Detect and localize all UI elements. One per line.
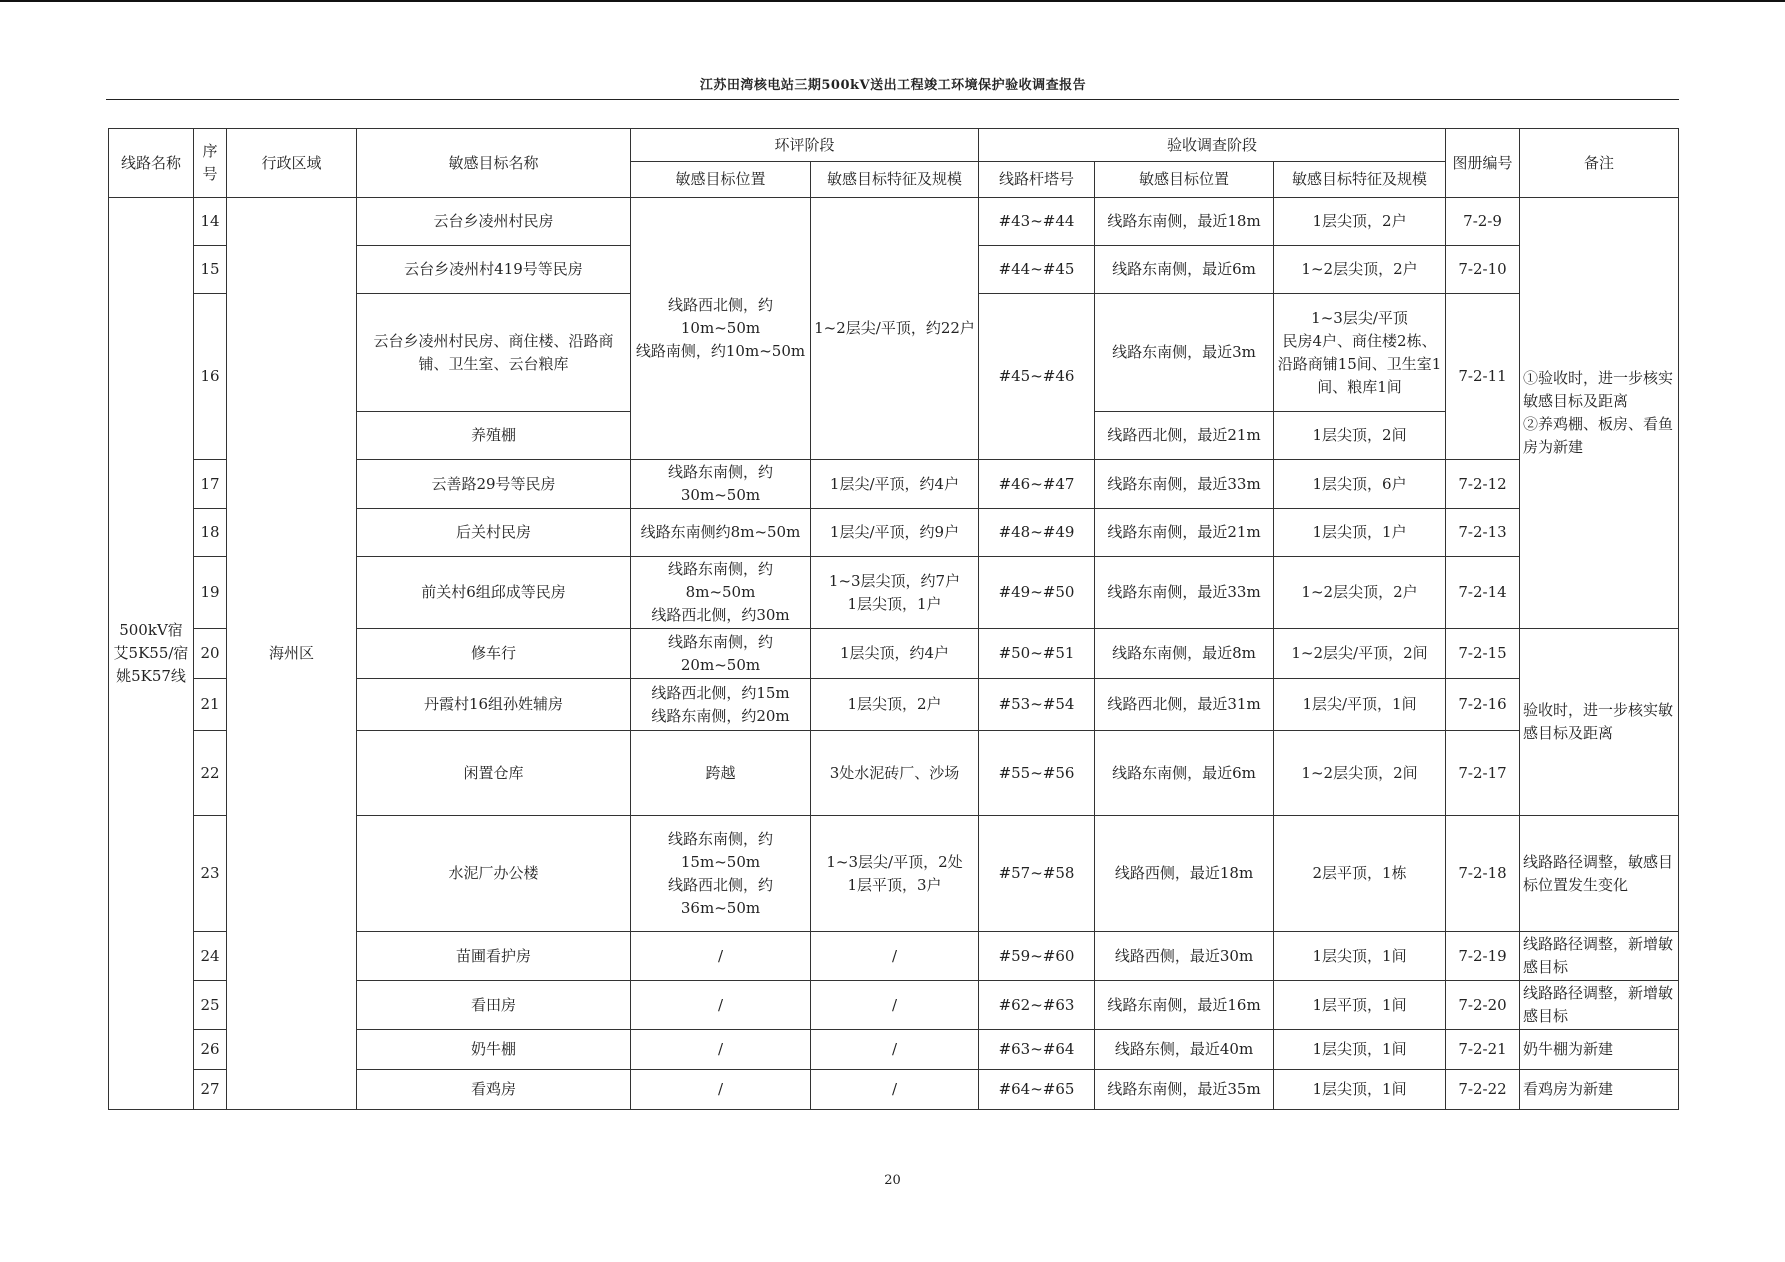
acc-position-cell: 线路东南侧，最近16m — [1095, 981, 1274, 1030]
figure-cell: 7-2-22 — [1446, 1070, 1520, 1110]
seq-cell: 26 — [194, 1030, 227, 1070]
eia-position-cell: 跨越 — [631, 731, 811, 816]
eia-position-cell: 线路东南侧，约20m~50m — [631, 629, 811, 679]
seq-cell: 25 — [194, 981, 227, 1030]
tower-cell: #55~#56 — [979, 731, 1095, 816]
figure-cell: 7-2-9 — [1446, 198, 1520, 246]
target-name-cell: 水泥厂办公楼 — [357, 816, 631, 932]
acc-position-cell: 线路东南侧，最近3m — [1095, 294, 1274, 412]
top-border — [0, 0, 1785, 2]
seq-cell: 22 — [194, 731, 227, 816]
remark-cell: 线路路径调整，敏感目标位置发生变化 — [1520, 816, 1679, 932]
seq-cell: 14 — [194, 198, 227, 246]
eia-position-cell: 线路东南侧，约30m~50m — [631, 460, 811, 509]
acc-feature-cell: 1层尖顶，1户 — [1274, 509, 1446, 557]
tower-cell: #46~#47 — [979, 460, 1095, 509]
tower-cell: #44~#45 — [979, 246, 1095, 294]
figure-cell: 7-2-17 — [1446, 731, 1520, 816]
acc-position-cell: 线路东南侧，最近33m — [1095, 460, 1274, 509]
figure-cell: 7-2-21 — [1446, 1030, 1520, 1070]
tower-cell: #48~#49 — [979, 509, 1095, 557]
acc-feature-cell: 1~2层尖顶，2户 — [1274, 557, 1446, 629]
header-tower-no: 线路杆塔号 — [979, 162, 1095, 198]
acc-feature-cell: 1层尖顶，1间 — [1274, 1070, 1446, 1110]
tower-cell: #63~#64 — [979, 1030, 1095, 1070]
figure-cell: 7-2-18 — [1446, 816, 1520, 932]
acc-position-cell: 线路东南侧，最近21m — [1095, 509, 1274, 557]
acc-position-cell: 线路东南侧，最近8m — [1095, 629, 1274, 679]
figure-cell: 7-2-20 — [1446, 981, 1520, 1030]
acc-feature-cell: 1层尖/平顶，1间 — [1274, 679, 1446, 731]
acc-position-cell: 线路西北侧，最近31m — [1095, 679, 1274, 731]
acc-position-cell: 线路东南侧，最近6m — [1095, 246, 1274, 294]
header-rule — [106, 99, 1679, 100]
remark-cell: 验收时，进一步核实敏感目标及距离 — [1520, 629, 1679, 816]
eia-position-cell: 线路西北侧，约10m~50m 线路南侧，约10m~50m — [631, 198, 811, 460]
tower-cell: #45~#46 — [979, 294, 1095, 460]
eia-feature-cell: 1~3层尖/平顶，2处 1层平顶，3户 — [811, 816, 979, 932]
page-header: 江苏田湾核电站三期500kV送出工程竣工环境保护验收调查报告 — [699, 78, 1087, 93]
eia-position-cell: / — [631, 1030, 811, 1070]
acc-position-cell: 线路东南侧，最近18m — [1095, 198, 1274, 246]
seq-cell: 20 — [194, 629, 227, 679]
acc-position-cell: 线路东南侧，最近6m — [1095, 731, 1274, 816]
target-name-cell: 丹霞村16组孙姓辅房 — [357, 679, 631, 731]
remark-cell: 线路路径调整，新增敏感目标 — [1520, 932, 1679, 981]
header-eia-feature: 敏感目标特征及规模 — [811, 162, 979, 198]
table-row — [109, 198, 1679, 246]
target-name-cell: 养殖棚 — [357, 412, 631, 460]
tower-cell: #43~#44 — [979, 198, 1095, 246]
acc-feature-cell: 1~2层尖/平顶，2间 — [1274, 629, 1446, 679]
seq-cell: 19 — [194, 557, 227, 629]
seq-cell: 16 — [194, 294, 227, 460]
seq-cell: 18 — [194, 509, 227, 557]
tower-cell: #49~#50 — [979, 557, 1095, 629]
figure-cell: 7-2-15 — [1446, 629, 1520, 679]
eia-position-cell: 线路西北侧，约15m 线路东南侧，约20m — [631, 679, 811, 731]
remark-cell: 线路路径调整，新增敏感目标 — [1520, 981, 1679, 1030]
target-name-cell: 前关村6组邱成等民房 — [357, 557, 631, 629]
tower-cell: #59~#60 — [979, 932, 1095, 981]
acc-feature-cell: 1层平顶，1间 — [1274, 981, 1446, 1030]
eia-feature-cell: 3处水泥砖厂、沙场 — [811, 731, 979, 816]
remark-cell: 看鸡房为新建 — [1520, 1070, 1679, 1110]
acc-feature-cell: 2层平顶，1栋 — [1274, 816, 1446, 932]
eia-position-cell: / — [631, 932, 811, 981]
line-name-cell: 500kV宿艾5K55/宿姚5K57线 — [109, 198, 194, 1110]
header-acc-position: 敏感目标位置 — [1095, 162, 1274, 198]
remark-cell: 奶牛棚为新建 — [1520, 1030, 1679, 1070]
figure-cell: 7-2-10 — [1446, 246, 1520, 294]
eia-position-cell: / — [631, 981, 811, 1030]
target-name-cell: 奶牛棚 — [357, 1030, 631, 1070]
figure-cell: 7-2-11 — [1446, 294, 1520, 460]
header-seq: 序号 — [194, 129, 227, 198]
target-name-cell: 云台乡凌州村419号等民房 — [357, 246, 631, 294]
acc-position-cell: 线路西侧，最近18m — [1095, 816, 1274, 932]
target-name-cell: 看鸡房 — [357, 1070, 631, 1110]
eia-feature-cell: 1层尖/平顶，约9户 — [811, 509, 979, 557]
header-target-name: 敏感目标名称 — [357, 129, 631, 198]
eia-feature-cell: 1层尖顶，2户 — [811, 679, 979, 731]
header-acceptance-stage: 验收调查阶段 — [979, 129, 1446, 162]
acc-feature-cell: 1~3层尖/平顶 民房4户、商住楼2栋、沿路商铺15间、卫生室1间、粮库1间 — [1274, 294, 1446, 412]
eia-position-cell: / — [631, 1070, 811, 1110]
region-cell: 海州区 — [227, 198, 357, 1110]
header-acc-feature: 敏感目标特征及规模 — [1274, 162, 1446, 198]
acc-feature-cell: 1~2层尖顶，2间 — [1274, 731, 1446, 816]
acc-feature-cell: 1层尖顶，1间 — [1274, 932, 1446, 981]
figure-cell: 7-2-19 — [1446, 932, 1520, 981]
eia-feature-cell: / — [811, 1030, 979, 1070]
eia-feature-cell: 1层尖/平顶，约4户 — [811, 460, 979, 509]
eia-position-cell: 线路东南侧约8m~50m — [631, 509, 811, 557]
eia-position-cell: 线路东南侧，约8m~50m 线路西北侧，约30m — [631, 557, 811, 629]
tower-cell: #57~#58 — [979, 816, 1095, 932]
tower-cell: #64~#65 — [979, 1070, 1095, 1110]
remark-cell: ①验收时，进一步核实敏感目标及距离 ②养鸡棚、板房、看鱼房为新建 — [1520, 198, 1679, 629]
header-eia-position: 敏感目标位置 — [631, 162, 811, 198]
figure-cell: 7-2-12 — [1446, 460, 1520, 509]
figure-cell: 7-2-16 — [1446, 679, 1520, 731]
page-number: 20 — [884, 1173, 901, 1188]
header-remarks: 备注 — [1520, 129, 1679, 198]
seq-cell: 15 — [194, 246, 227, 294]
target-name-cell: 云台乡凌州村民房、商住楼、沿路商铺、卫生室、云台粮库 — [357, 294, 631, 412]
target-name-cell: 苗圃看护房 — [357, 932, 631, 981]
acc-position-cell: 线路西侧，最近30m — [1095, 932, 1274, 981]
tower-cell: #62~#63 — [979, 981, 1095, 1030]
acc-feature-cell: 1层尖顶，6户 — [1274, 460, 1446, 509]
seq-cell: 17 — [194, 460, 227, 509]
target-name-cell: 看田房 — [357, 981, 631, 1030]
header-line-name: 线路名称 — [109, 129, 194, 198]
eia-feature-cell: 1~3层尖顶，约7户 1层尖顶，1户 — [811, 557, 979, 629]
eia-feature-cell: 1层尖顶，约4户 — [811, 629, 979, 679]
acc-position-cell: 线路东侧，最近40m — [1095, 1030, 1274, 1070]
figure-cell: 7-2-14 — [1446, 557, 1520, 629]
tower-cell: #53~#54 — [979, 679, 1095, 731]
target-name-cell: 后关村民房 — [357, 509, 631, 557]
acc-position-cell: 线路西北侧，最近21m — [1095, 412, 1274, 460]
target-name-cell: 闲置仓库 — [357, 731, 631, 816]
acc-position-cell: 线路东南侧，最近35m — [1095, 1070, 1274, 1110]
target-name-cell: 修车行 — [357, 629, 631, 679]
eia-feature-cell: / — [811, 981, 979, 1030]
seq-cell: 21 — [194, 679, 227, 731]
eia-position-cell: 线路东南侧，约15m~50m 线路西北侧，约36m~50m — [631, 816, 811, 932]
tower-cell: #50~#51 — [979, 629, 1095, 679]
seq-cell: 24 — [194, 932, 227, 981]
target-name-cell: 云善路29号等民房 — [357, 460, 631, 509]
header-eia-stage: 环评阶段 — [631, 129, 979, 162]
eia-feature-cell: / — [811, 932, 979, 981]
acc-position-cell: 线路东南侧，最近33m — [1095, 557, 1274, 629]
sensitive-targets-table — [108, 128, 1679, 1110]
seq-cell: 23 — [194, 816, 227, 932]
acc-feature-cell: 1层尖顶，2间 — [1274, 412, 1446, 460]
acc-feature-cell: 1~2层尖顶，2户 — [1274, 246, 1446, 294]
header-figure-no: 图册编号 — [1446, 129, 1520, 198]
acc-feature-cell: 1层尖顶，1间 — [1274, 1030, 1446, 1070]
header-region: 行政区域 — [227, 129, 357, 198]
seq-cell: 27 — [194, 1070, 227, 1110]
eia-feature-cell: / — [811, 1070, 979, 1110]
target-name-cell: 云台乡凌州村民房 — [357, 198, 631, 246]
eia-feature-cell: 1~2层尖/平顶，约22户 — [811, 198, 979, 460]
figure-cell: 7-2-13 — [1446, 509, 1520, 557]
acc-feature-cell: 1层尖顶，2户 — [1274, 198, 1446, 246]
